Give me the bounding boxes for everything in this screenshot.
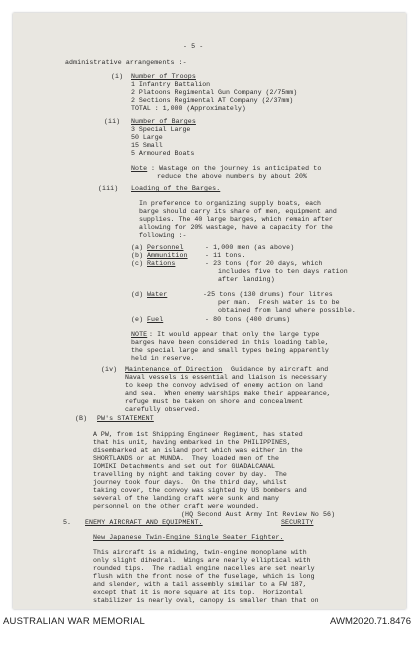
note-line: held in reserve. [131,355,195,362]
item-value: after landing) [218,276,275,283]
statement-line: SHORTLANDS or at MUNDA. They loaded men of the [93,455,279,462]
item-key: (e) [131,316,144,323]
description-line: flush with the front nose of the fuselage, which is long [93,573,315,580]
section-iii-heading: Loading of the Barges. [131,185,221,192]
document-page [13,13,406,609]
section-iv-first-line: Guidance by aircraft and [231,366,329,373]
source-citation: (HQ Second Aust Army Int Review No 56) [181,511,336,518]
section-iii-number: (iii) [98,185,119,192]
section-ii-number: (ii) [104,118,121,125]
section-iii-note-line: : It would appear that only the large type [149,331,320,338]
item-key: (b) [131,252,144,259]
section-iii-note-label: NOTE [131,331,148,338]
item-value: obtained from land where possible. [218,307,356,314]
section-5-heading: ENEMY AIRCRAFT AND EQUIPMENT. [85,519,203,526]
statement-line: IOMIKI Detachments and set out for GUADALCANAL [93,463,276,470]
description-line: rounded tips. The radial engine nacelles are set nearly [93,565,315,572]
paragraph-line: and sea. When enemy warships make their appearance, [125,390,331,397]
note-line: the special large and small types being apparently [131,347,329,354]
item-label-rations: Rations [147,260,176,267]
archive-footer [0,612,417,653]
paragraph-line: refuge must be taken on shore and concealment [125,398,304,405]
troop-line: 2 Platoons Regimental Gun Company (2/75mm) [131,89,298,96]
item-label-fuel: Fuel [147,316,164,323]
intro-line: administrative arrangements :- [65,59,187,66]
section-b-lines [93,431,307,511]
section-ii-lines [131,126,194,158]
section-iv-lines [125,374,331,414]
item-value: per man. Fresh water is to be [218,299,340,306]
paragraph-line: carefully observed. [125,406,201,413]
troop-total: TOTAL : 1,000 (Approximately) [131,105,246,112]
statement-line: taking cover, the convoy was sighted by US bombers and [93,487,307,494]
section-i-number: (i) [111,73,124,80]
statement-line: personnel on the other craft were wounded. [93,503,260,510]
item-value: - 11 tons. [205,252,246,259]
item-key: (c) [131,260,144,267]
item-label-water: Water [147,291,168,298]
description-line: except that it is more square at its top. Horizontal [93,589,303,596]
section-ii-note-line: : Wastage on the journey is anticipated to [151,165,322,172]
section-5-number: 5. [63,519,72,526]
barge-line: 15 Small [131,142,163,149]
paragraph-line: following :- [139,232,187,239]
section-i-heading: Number of Troops [131,73,196,80]
item-value: - 1,000 men (as above) [205,244,295,251]
item-key: (d) [131,291,144,298]
statement-line: disembarked at an island port which was either in the [93,447,303,454]
barge-line: 50 Large [131,134,163,141]
item-value: includes five to ten days ration [218,268,348,275]
security-mark: SECURITY [281,519,314,526]
statement-line: that his unit, having embarked in the PHILIPPINES, [93,439,291,446]
description-line: stabilizer is nearly oval, canopy is smaller than that on [93,597,319,604]
section-ii-note-label: Note [131,165,148,172]
section-ii-note-line: reduce the above numbers by about 20% [157,173,308,180]
troop-line: 1 Infantry Battalion [131,81,211,88]
statement-line: several of the landing craft were sunk and many [93,495,279,502]
aircraft-subheading: New Japanese Twin-Engine Single Seater Fighter. [93,534,284,541]
aircraft-description [93,549,319,605]
item-value: - 23 tons (for 20 days, which [205,260,323,267]
section-ii-heading: Number of Barges [131,118,196,125]
statement-line: travelling by night and taking cover by day. The [93,471,287,478]
page-number: - 5 - [183,43,204,50]
section-b-number: (B) [75,415,88,422]
paragraph-line: In preference to organizing supply boats, each [139,200,322,207]
item-value: - 80 tons (400 drums) [205,316,291,323]
item-value: -25 tons (130 drums) four litres [203,291,333,298]
paragraph-line: barge should carry its share of men, equipment and [139,208,337,215]
paragraph-line: to keep the convoy advised of enemy action on land [125,382,323,389]
statement-line: A PW, from 1st Shipping Engineer Regiment, has stated [93,431,303,438]
paragraph-line: allowing for 20% wastage, have a capacity for the [139,224,333,231]
troop-line: 2 Sections Regimental AT Company (2/37mm) [131,97,294,104]
footer-institution: AUSTRALIAN WAR MEMORIAL [3,616,146,627]
description-line: This aircraft is a midwing, twin-engine monoplane with [93,549,307,556]
section-iii-paragraph [139,200,337,240]
paragraph-line: supplies. The 40 large barges, which remain after [139,216,333,223]
item-label-personnel: Personnel [147,244,184,251]
barge-line: 5 Armoured Boats [131,150,195,157]
section-b-heading: PW's STATEMENT [97,415,154,422]
description-line: only slight dihedral. Wings are nearly elliptical with [93,557,311,564]
section-iv-heading: Maintenance of Direction [125,366,223,373]
section-iv-number: (iv) [101,366,118,373]
barge-line: 3 Special Large [131,126,191,133]
section-i-lines [131,81,297,113]
statement-line: journey took four days. On the third day, whilst [93,479,287,486]
paragraph-line: Naval vessels is essential and liaison is necessary [125,374,327,381]
item-key: (a) [131,244,144,251]
description-line: and slender, with a tail assembly similar to a FW 187, [93,581,307,588]
section-iii-note-rest [131,339,329,363]
item-label-ammunition: Ammunition [147,252,188,259]
footer-accession-number: AWM2020.71.8476 [330,616,411,627]
note-line: barges have been considered in this loading table, [131,339,329,346]
